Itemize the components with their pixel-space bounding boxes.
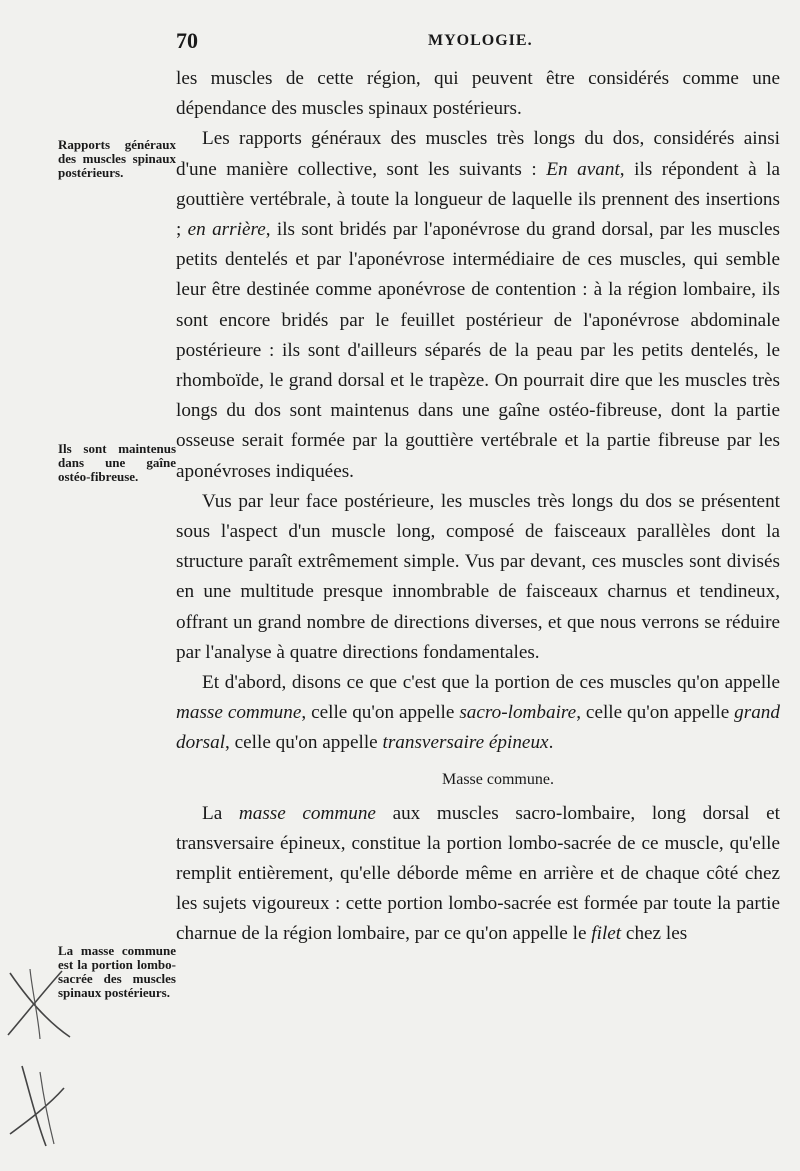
page-header (0, 28, 800, 58)
italic-term: masse commune (238, 802, 376, 824)
italic-term: transversaire épineux (382, 732, 549, 754)
text-run: , celle qu'on appelle (225, 732, 383, 754)
margin-note-gaine: Ils sont maintenus dans une gaîne ostéo-fibreuse. (58, 441, 176, 484)
text-run: Et d'abord, disons ce que c'est que la portion de ces muscles qu'on appelle (202, 672, 780, 694)
pencil-cross-mark (0, 965, 90, 1045)
paragraph-rapports (176, 124, 780, 486)
italic-term: grand dorsal (176, 702, 780, 754)
pencil-cross-mark (4, 1060, 84, 1150)
text-run: aux muscles sacro-lombaire, long dorsal et transversaire épineux, constitue la portion lombo-sacrée de ce muscle, qu'elle remplit entièrement, qu'elle déborde même en arrière et de chaque côté chez les sujets vigoureux : cette portion lombo-sacrée est formée par toute la partie charnue de la région lombaire, par ce qu'on appelle le (176, 802, 780, 945)
text-run: La (202, 802, 239, 824)
italic-term: sacro-lombaire (459, 702, 577, 724)
paragraph-vus: Vus par leur face postérieure, les muscles très longs du dos se présentent sous l'aspect d'un muscle long, composé de faisceaux parallèles dont la structure paraît extrêmement simple. Vus par devant, ces muscles sont divisés en une multitude presque innombrable de faisceaux charnus et tendineux, offrant un grand nombre de directions diverses, et que nous verrons se réduire par l'analyse à quatre directions fondamentales. (176, 490, 780, 663)
text-run: , celle qu'on appelle (301, 702, 460, 724)
italic-term: filet (591, 923, 622, 945)
margin-note-masse-commune: La masse commune est la portion lombo-sacrée des muscles spinaux postérieurs. (58, 943, 176, 1000)
italic-term: En avant (546, 158, 620, 180)
text-run: . (548, 732, 554, 754)
paragraph-continuation: les muscles de cette région, qui peuvent être considérés comme une dépendance des muscles spinaux postérieurs. (176, 68, 780, 120)
text-run: Les rapports généraux des muscles très longs du dos, considérés ainsi d'une manière collective, sont les suivants : (176, 128, 780, 180)
text-run: chez les (621, 923, 688, 945)
italic-term: en arrière (187, 219, 266, 241)
paragraph-masse-commune (176, 799, 780, 950)
italic-term: masse commune (176, 702, 302, 724)
paragraph-definitions (176, 668, 780, 759)
body-text (176, 64, 780, 950)
section-subheading: Masse commune. (442, 770, 554, 788)
margin-note-rapports: Rapports généraux des muscles spinaux postérieurs. (58, 137, 176, 180)
page-number: 70 (176, 28, 198, 53)
text-run: , ils répondent à la gouttière vertébrale, à toute la longueur de laquelle ils prennent des insertions ; (176, 158, 780, 241)
text-run: , celle qu'on appelle (576, 702, 735, 724)
running-head: MYOLOGIE. (428, 32, 533, 49)
text-run: , ils sont bridés par l'aponévrose du grand dorsal, par les muscles petits dentelés et par l'aponévrose intermédiaire de ces muscles, qui semble leur être destinée comme aponévrose de contention : à la région lombaire, ils sont encore bridés par le feuillet postérieur de l'aponévrose abdominale postérieure : ils sont d'ailleurs séparés de la peau par les petits dentelés, le rhomboïde, le grand dorsal et le trapèze. On pourrait dire que les muscles très longs du dos sont maintenus dans une gaîne ostéo-fibreuse, dont la partie osseuse serait formée par la gouttière vertébrale et la partie fibreuse par les aponévroses indiquées. (176, 219, 780, 482)
